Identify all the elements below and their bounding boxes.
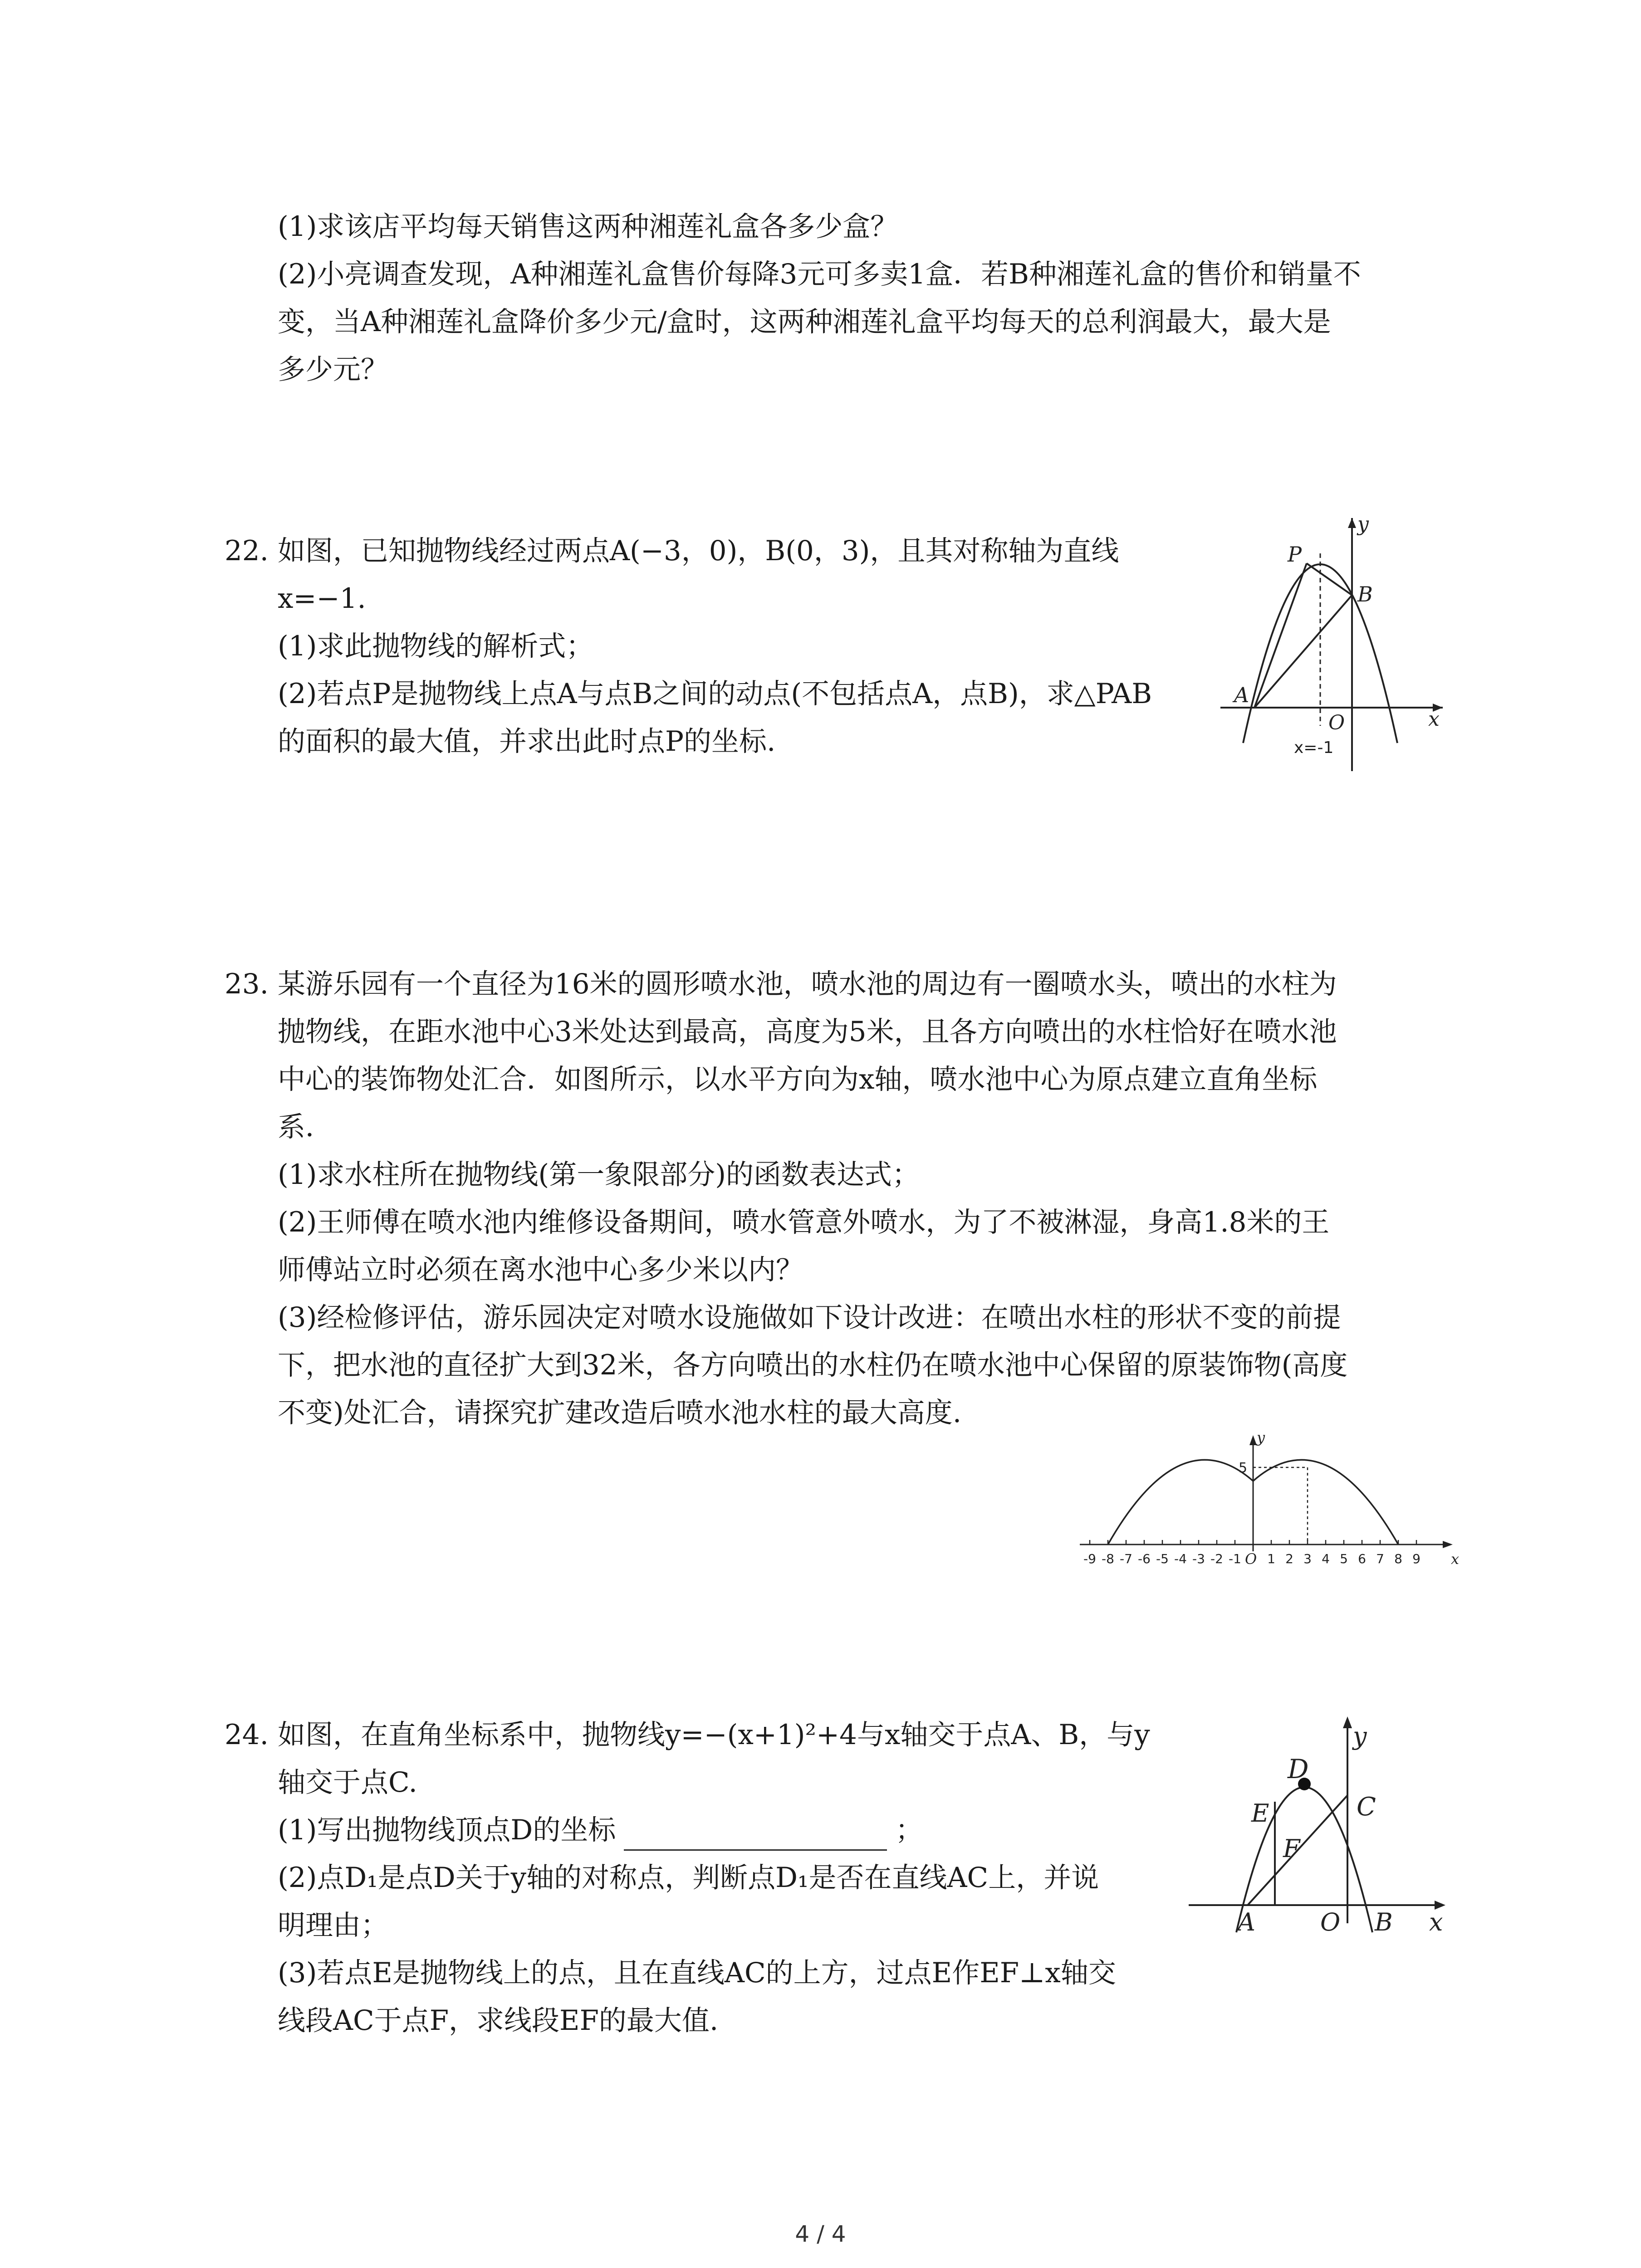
q23-line-3: 中心的装饰物处汇合．如图所示，以水平方向为x轴，喷水池中心为原点建立直角坐标 xyxy=(278,1063,1318,1095)
q24-fig-o-label: O xyxy=(1320,1908,1341,1936)
q23-line-4: 系． xyxy=(278,1111,333,1143)
q23-number: 23. xyxy=(225,968,269,1000)
q21-line-3: 变，当A种湘莲礼盒降价多少元/盒时，这两种湘莲礼盒平均每天的总利润最大，最大是 xyxy=(278,306,1331,338)
q23-fig-five-label: 5 xyxy=(1239,1460,1248,1476)
q22-number: 22. xyxy=(225,535,269,567)
q22-fig-axis-note: x=-1 xyxy=(1294,738,1334,757)
q23-line-1: 某游乐园有一个直径为16米的圆形喷水池，喷水池的周边有一圈喷水头，喷出的水柱为 xyxy=(278,968,1337,1000)
q23-tick-label: 9 xyxy=(1412,1551,1421,1566)
q24-line-1: 如图，在直角坐标系中，抛物线y=−(x+1)²+4与x轴交于点A、B，与y xyxy=(278,1719,1150,1751)
q23-tick-label: -9 xyxy=(1083,1551,1096,1566)
q24-line-5: 明理由； xyxy=(278,1909,389,1941)
q23-tick-label: 7 xyxy=(1376,1551,1384,1566)
q22-line-4: (2)若点P是抛物线上点A与点B之间的动点(不包括点A，点B)，求△PAB xyxy=(278,678,1152,710)
q24-line-3 xyxy=(278,1810,923,1851)
q21-line-1: (1)求该店平均每天销售这两种湘莲礼盒各多少盒？ xyxy=(278,210,898,243)
q22-fig-y-label: y xyxy=(1357,513,1369,536)
q24-line-3-end: ； xyxy=(895,1814,923,1846)
q24-answer-blank[interactable] xyxy=(624,1821,887,1851)
q24-line-7: 线段AC于点F，求线段EF的最大值. xyxy=(278,2004,719,2037)
q23-tick-label: -4 xyxy=(1174,1551,1187,1566)
q22-figure xyxy=(1216,513,1452,776)
q23-figure xyxy=(1071,1429,1461,1579)
q23-tick-label: -8 xyxy=(1102,1551,1114,1566)
q23-tick-label: -5 xyxy=(1156,1551,1169,1566)
q23-line-5: (1)求水柱所在抛物线(第一象限部分)的函数表达式； xyxy=(278,1158,920,1191)
q23-line-9: 下，把水池的直径扩大到32米，各方向喷出的水柱仍在喷水池中心保留的原装饰物(高度 xyxy=(278,1349,1348,1381)
q23-tick-label: 4 xyxy=(1322,1551,1330,1566)
q23-tick-label: 3 xyxy=(1303,1551,1312,1566)
q24-fig-e-label: E xyxy=(1251,1799,1269,1828)
q23-tick-label: -2 xyxy=(1210,1551,1223,1566)
q23-line-10: 不变)处汇合，请探究扩建改造后喷水池水柱的最大高度. xyxy=(278,1397,962,1429)
q23-fig-y-label: y xyxy=(1257,1429,1265,1446)
q23-tick-label: -1 xyxy=(1229,1551,1241,1566)
q23-line-2: 抛物线，在距水池中心3米处达到最高，高度为5米，且各方向喷出的水柱恰好在喷水池 xyxy=(278,1016,1337,1048)
q23-fig-x-label: x xyxy=(1451,1550,1460,1568)
q23-line-7: 师傅站立时必须在离水池中心多少米以内？ xyxy=(278,1254,804,1286)
q21-line-4: 多少元？ xyxy=(278,353,389,386)
q24-figure xyxy=(1184,1710,1456,1937)
q24-line-4: (2)点D₁是点D关于y轴的对称点，判断点D₁是否在直线AC上，并说 xyxy=(278,1862,1099,1894)
q23-line-8: (3)经检修评估，游乐园决定对喷水设施做如下设计改进：在喷出水柱的形状不变的前提 xyxy=(278,1301,1341,1334)
q22-fig-a-label: A xyxy=(1234,683,1249,707)
q22-line-2: x=−1. xyxy=(278,582,366,615)
q24-number: 24. xyxy=(225,1719,269,1751)
q24-line-2: 轴交于点C. xyxy=(278,1766,417,1799)
q23-tick-label: 1 xyxy=(1267,1551,1275,1566)
q24-fig-d-label: D xyxy=(1288,1754,1309,1784)
q24-fig-c-label: C xyxy=(1357,1792,1376,1822)
q24-line-3-text: (1)写出抛物线顶点D的坐标 xyxy=(278,1814,616,1846)
q23-tick-label: -7 xyxy=(1120,1551,1132,1566)
q23-tick-label: 6 xyxy=(1358,1551,1366,1566)
q24-fig-a-label: A xyxy=(1238,1908,1255,1936)
q22-fig-o-label: O xyxy=(1328,711,1345,734)
q22-fig-b-label: B xyxy=(1357,582,1373,606)
q23-tick-label: 8 xyxy=(1394,1551,1402,1566)
q22-fig-x-label: x xyxy=(1428,708,1440,731)
q23-line-6: (2)王师傅在喷水池内维修设备期间，喷水管意外喷水，为了不被淋湿，身高1.8米的王 xyxy=(278,1206,1330,1238)
q22-line-3: (1)求此抛物线的解析式； xyxy=(278,630,594,662)
q22-line-1: 如图，已知抛物线经过两点A(−3，0)，B(0，3)，且其对称轴为直线 xyxy=(278,535,1119,567)
q23-tick-label: 2 xyxy=(1285,1551,1293,1566)
q24-fig-y-label: y xyxy=(1353,1722,1367,1750)
q24-fig-x-label: x xyxy=(1429,1908,1443,1936)
q22-line-5: 的面积的最大值，并求出此时点P的坐标. xyxy=(278,725,776,758)
q23-tick-label: -6 xyxy=(1138,1551,1151,1566)
q23-tick-label: -3 xyxy=(1192,1551,1205,1566)
q23-tick-label: 5 xyxy=(1340,1551,1348,1566)
q23-fig-origin-label: O xyxy=(1245,1550,1257,1568)
q21-line-2: (2)小亮调查发现，A种湘莲礼盒售价每降3元可多卖1盒．若B种湘莲礼盒的售价和销量不 xyxy=(278,258,1361,290)
q22-fig-p-label: P xyxy=(1288,542,1302,567)
q24-fig-f-label: F xyxy=(1283,1834,1300,1863)
page-number: 4 / 4 xyxy=(795,2221,846,2247)
q24-line-6: (3)若点E是抛物线上的点，且在直线AC的上方，过点E作EF⊥x轴交 xyxy=(278,1957,1116,1989)
q24-fig-b-label: B xyxy=(1375,1908,1393,1936)
